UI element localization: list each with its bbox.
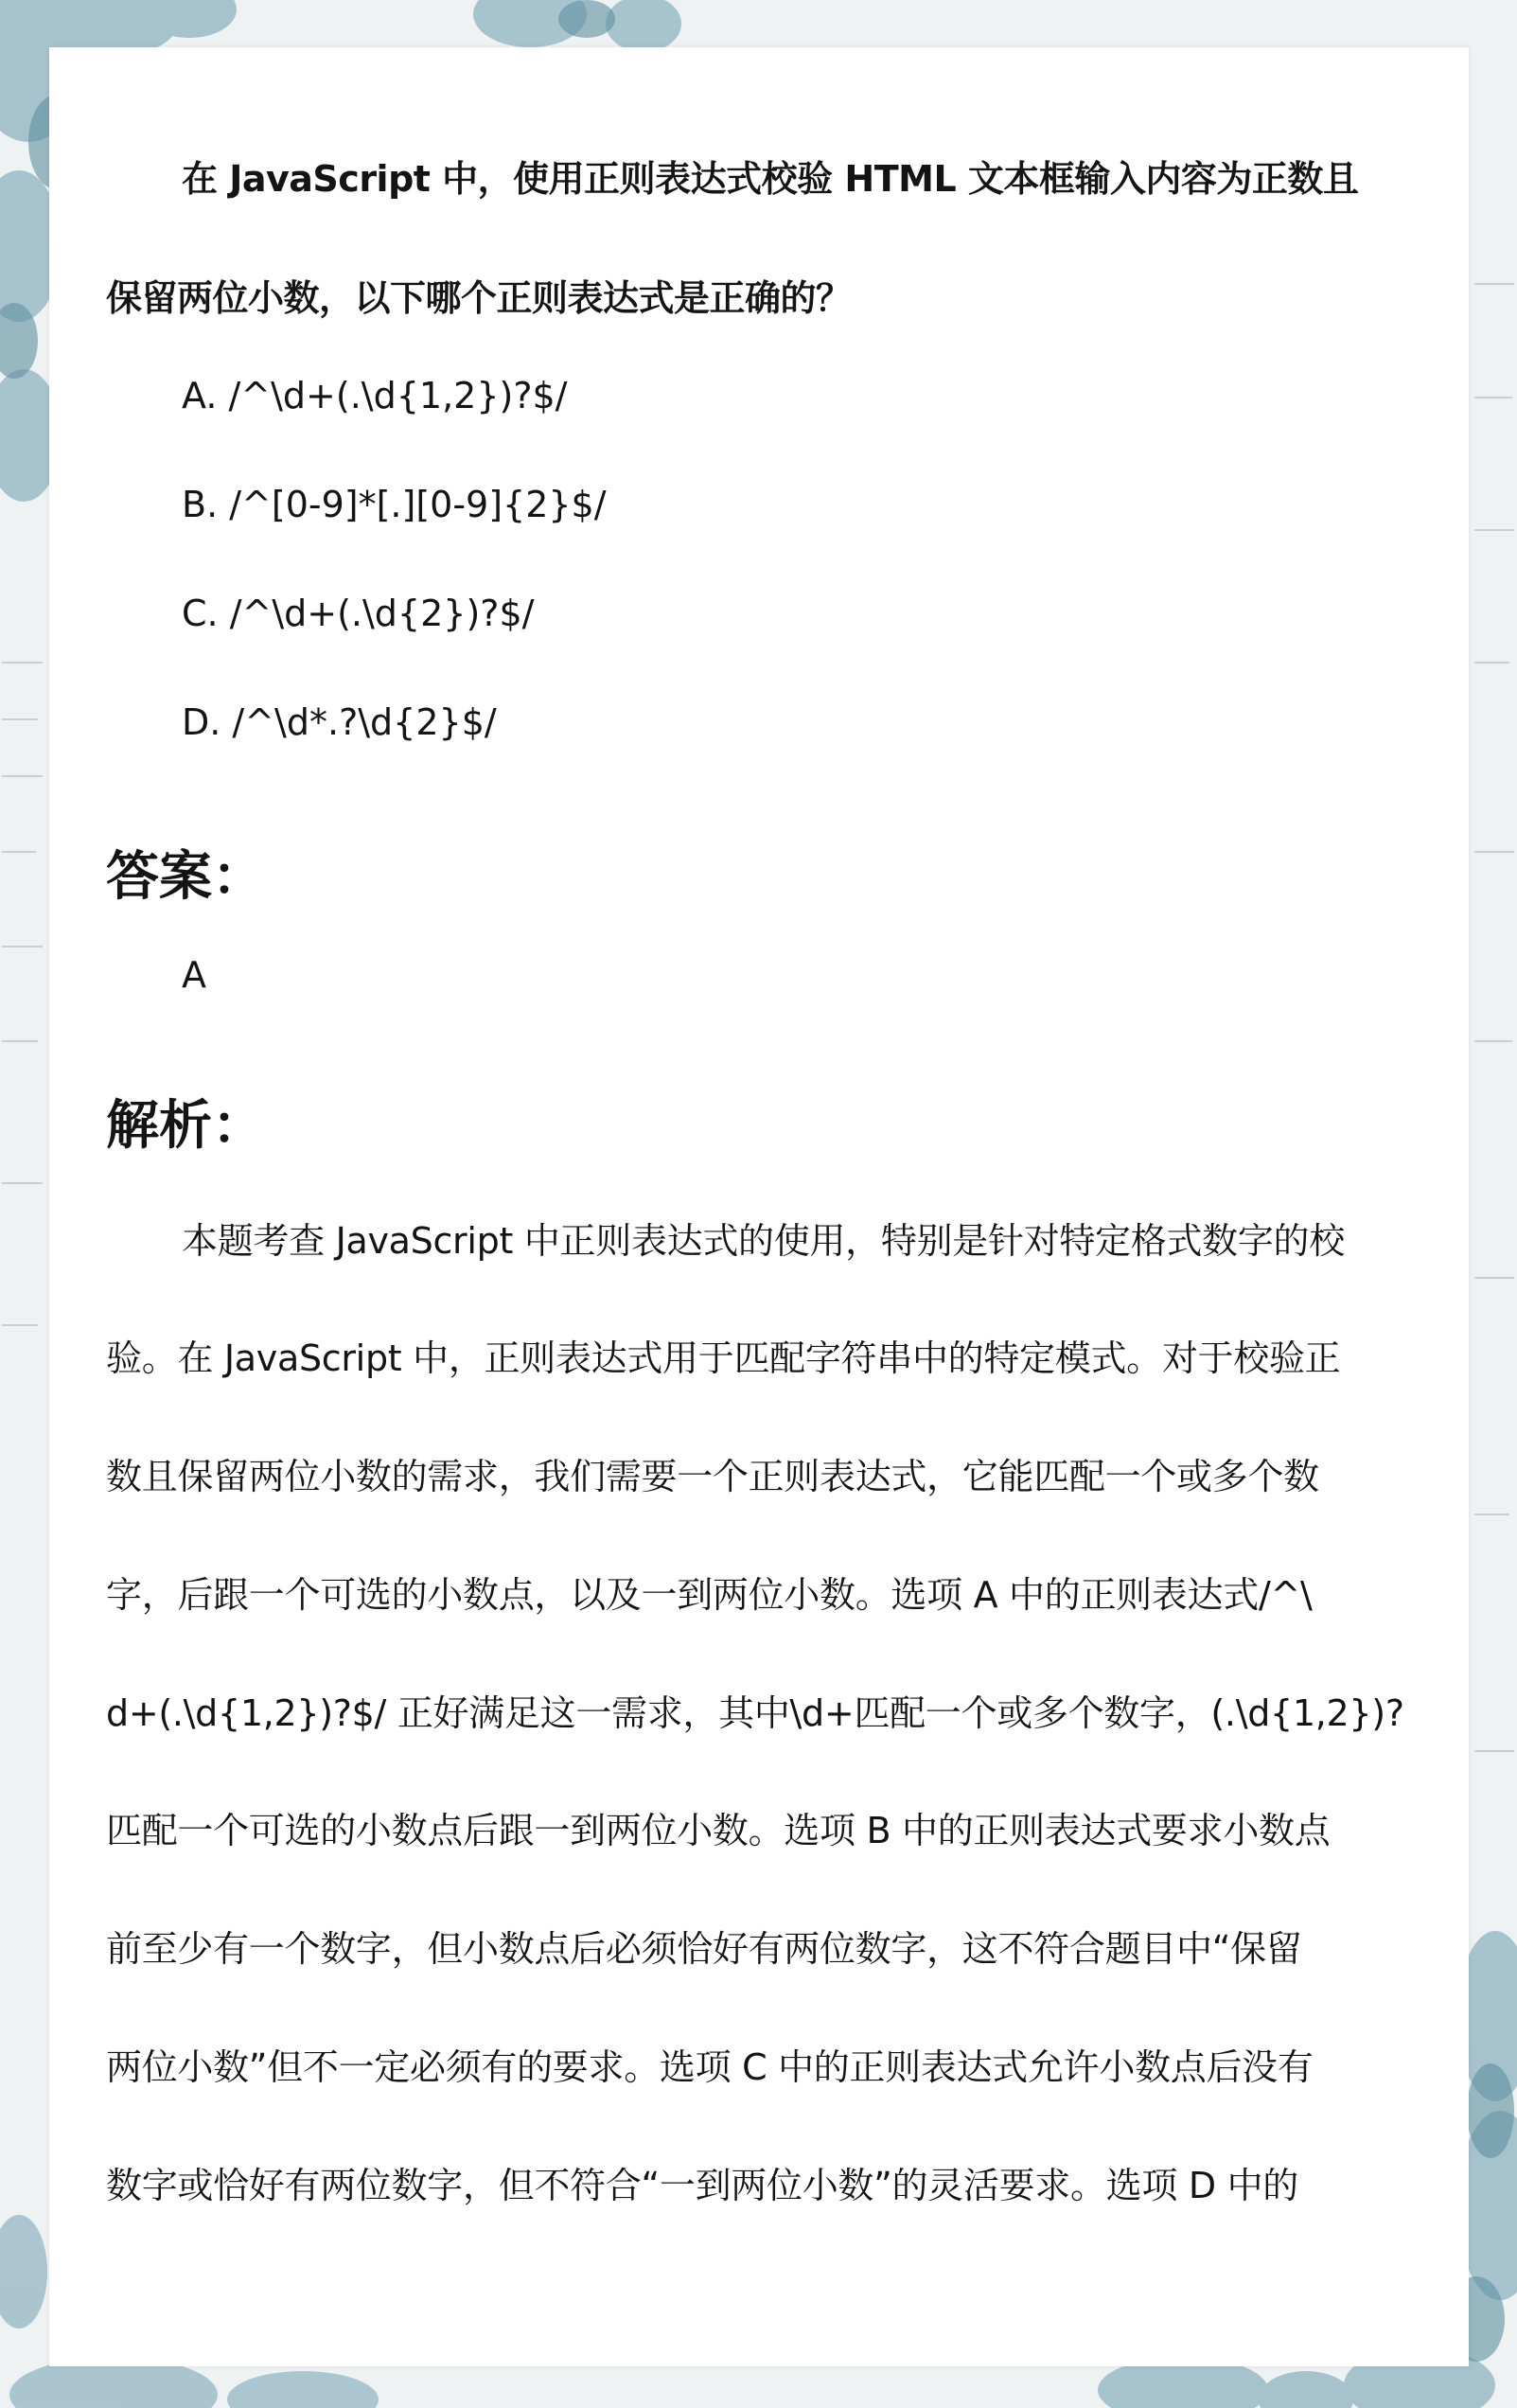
option-b: B. /^[0-9]*[.][0-9]{2}$/ [182, 484, 607, 525]
explanation-line-6: 匹配一个可选的小数点后跟一到两位小数。选项 B 中的正则表达式要求小数点 [106, 1810, 1331, 1851]
option-a: A. /^\d+(.\d{1,2})?$/ [182, 375, 568, 416]
answer-value: A [182, 954, 206, 996]
explanation-line-7: 前至少有一个数字，但小数点后必须恰好有两位数字，这不符合题目中“保留 [106, 1928, 1302, 1970]
explanation-line-3: 数且保留两位小数的需求，我们需要一个正则表达式，它能匹配一个或多个数 [106, 1456, 1319, 1497]
document-page [49, 47, 1469, 2366]
explanation-line-2: 验。在 JavaScript 中，正则表达式用于匹配字符串中的特定模式。对于校验正 [106, 1337, 1341, 1379]
answer-heading: 答案： [106, 846, 265, 908]
question-line-2: 保留两位小数，以下哪个正则表达式是正确的？ [106, 277, 852, 319]
explanation-heading: 解析： [106, 1095, 265, 1157]
explanation-line-9: 数字或恰好有两位数字，但不符合“一到两位小数”的灵活要求。选项 D 中的 [106, 2165, 1298, 2206]
option-c: C. /^\d+(.\d{2})?$/ [182, 593, 535, 634]
explanation-line-1: 本题考查 JavaScript 中正则表达式的使用，特别是针对特定格式数字的校 [182, 1220, 1345, 1262]
question-line-1: 在 JavaScript 中，使用正则表达式校验 HTML 文本框输入内容为正数且 [182, 158, 1359, 200]
explanation-line-5: d+(.\d{1,2})?$/ 正好满足这一需求，其中\d+匹配一个或多个数字，(.\d{1,2})? [106, 1692, 1404, 1734]
explanation-line-8: 两位小数”但不一定必须有的要求。选项 C 中的正则表达式允许小数点后没有 [106, 2046, 1314, 2088]
explanation-line-4: 字，后跟一个可选的小数点，以及一到两位小数。选项 A 中的正则表达式/^\ [106, 1574, 1313, 1616]
option-d: D. /^\d*.?\d{2}$/ [182, 701, 497, 743]
